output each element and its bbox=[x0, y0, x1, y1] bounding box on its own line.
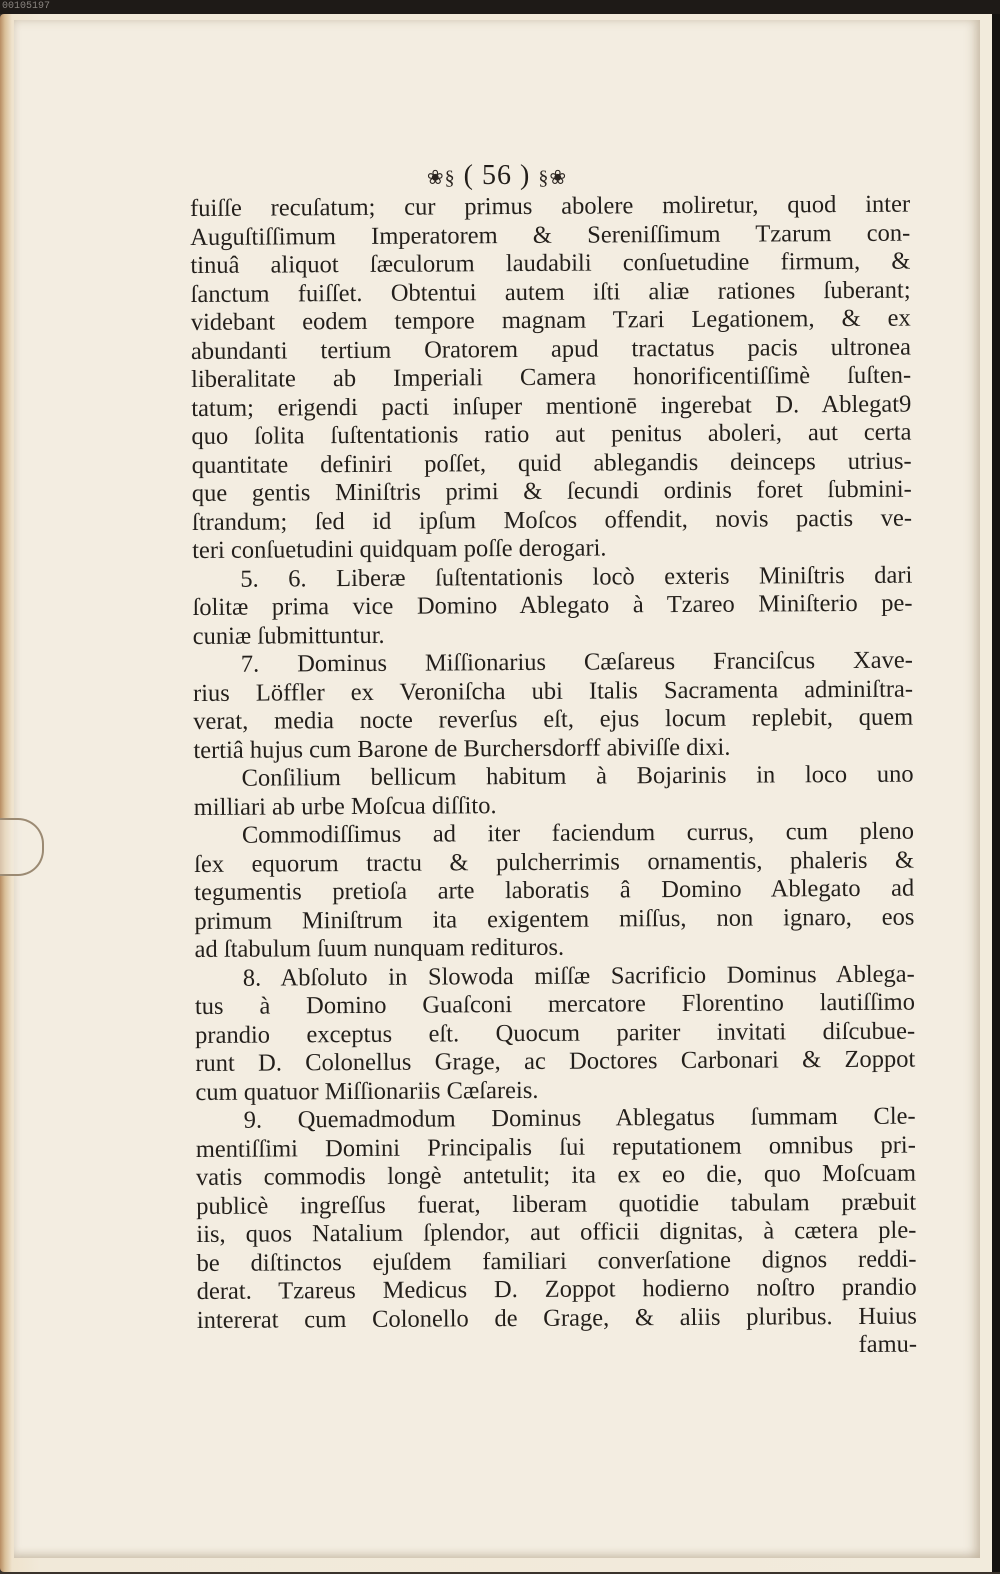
text-line: tertiâ hujus cum Barone de Burchersdorff abiviſſe dixi. bbox=[193, 733, 731, 764]
scan-id: 00105197 bbox=[2, 1, 51, 12]
text-line: tus à Domino Guaſconi mercatore Florentino lautiſſimo bbox=[194, 988, 916, 1020]
text-line: cuniæ ſubmittuntur. bbox=[192, 621, 385, 650]
paragraph-line: 9. Quemadmodum Dominus Ablegatus ſummam Cle- bbox=[243, 1102, 916, 1134]
page-number: ( 56 ) bbox=[463, 160, 531, 191]
text-line: publicè ingreſſus fuerat, liberam quotidie tabulam præbuit bbox=[196, 1188, 917, 1220]
text-line: iis, quos Natalium ſplendor, aut officii dignitas, à cætera ple- bbox=[196, 1216, 917, 1248]
paragraph-line: Commodiſſimus ad iter faciendum currus, cum pleno bbox=[241, 817, 914, 849]
text-line: ſex equorum tractu & pulcherrimis ornamentis, phaleris & bbox=[194, 846, 915, 878]
text-line: quantitate definiri poſſet, quid ablegandis deinceps utrius- bbox=[191, 447, 912, 479]
text-line: primum Miniſtrum ita exigentem miſſus, non ignaro, eos bbox=[194, 903, 915, 935]
text-line: milliari ab urbe Moſcua diſſito. bbox=[193, 791, 497, 821]
page-header bbox=[14, 160, 980, 192]
text-line: rius Löffler ex Veroniſcha ubi Italis Sacramenta adminiſtra- bbox=[192, 675, 914, 707]
text-line: tinuâ aliquot ſæculorum laudabili conſuetudine firmum, & bbox=[190, 247, 911, 279]
text-line: prandio exceptus eſt. Quocum pariter invitati diſcubue- bbox=[195, 1017, 916, 1049]
text-line: abundanti tertium Oratorem apud tractatus pacis ultronea bbox=[190, 333, 912, 365]
page-tab bbox=[0, 818, 44, 876]
ornament-right-icon: §❀ bbox=[538, 167, 568, 190]
text-line: ad ſtabulum ſuum nunquam redituros. bbox=[194, 933, 565, 963]
text-line: Auguſtiſſimum Imperatorem & Sereniſſimum Tzarum con- bbox=[190, 219, 911, 251]
text-line: derat. Tzareus Medicus D. Zoppot hodierno noſtro prandio bbox=[196, 1273, 917, 1305]
text-line: mentiſſimi Domini Principalis ſui reputationem omnibus pri- bbox=[195, 1131, 916, 1163]
text-line: ſanctum fuiſſet. Obtentui autem iſti aliæ rationes ſuberant; bbox=[190, 276, 911, 308]
text-line: videbant eodem tempore magnam Tzari Legationem, & ex bbox=[190, 304, 911, 336]
text-line: tegumentis pretioſa arte laboratis â Domino Ablegato ad bbox=[194, 874, 915, 906]
text-line: fuiſſe recuſatum; cur primus abolere moliretur, quod inter bbox=[190, 190, 911, 222]
scan-id-strip bbox=[0, 0, 1000, 14]
text-line: teri conſuetudini quidquam poſſe derogari. bbox=[192, 534, 607, 564]
text-line: ſolitæ prima vice Domino Ablegato à Tzareo Miniſterio pe- bbox=[192, 589, 913, 621]
text-line: intererat cum Colonello de Grage, & aliis pluribus. Huius bbox=[196, 1302, 917, 1334]
ornament-left-icon: ❀§ bbox=[426, 167, 456, 190]
text-line: runt D. Colonellus Grage, ac Doctores Carbonari & Zoppot bbox=[195, 1045, 916, 1077]
text-line: be diſtinctos ejuſdem familiari converſatione dignos reddi- bbox=[196, 1245, 917, 1277]
page-gutter bbox=[992, 14, 1000, 1572]
paragraph-line: 5. 6. Liberæ ſuſtentationis locò exteris Miniſtris dari bbox=[240, 561, 913, 593]
text-line: cum quatuor Miſſionariis Cæſareis. bbox=[195, 1076, 539, 1106]
text-line: verat, media nocte reverſus eſt, ejus locum replebit, quem bbox=[193, 703, 914, 735]
catchword: famu- bbox=[858, 1330, 918, 1358]
paragraph-line: Conſilium bellicum habitum à Bojarinis in loco uno bbox=[241, 760, 914, 792]
text-line: vatis commodis longè antetulit; ita ex eo die, quo Moſcuam bbox=[195, 1159, 917, 1191]
text-line: ſtrandum; ſed id ipſum Moſcos offendit, novis pactis ve- bbox=[191, 504, 913, 536]
text-line: quo ſolita ſuſtentationis ratio aut penitus aboleri, aut certa bbox=[191, 418, 912, 450]
text-line: liberalitate ab Imperiali Camera honorificentiſſimè ſuſten- bbox=[191, 361, 912, 393]
paragraph-line: 7. Dominus Miſſionarius Cæſareus Franciſcus Xave- bbox=[240, 646, 913, 678]
paragraph-line: 8. Abſoluto in Slowoda miſſæ Sacrificio Dominus Ablega- bbox=[242, 960, 915, 992]
text-line: tatum; erigendi pacti inſuper mentionē ingerebat D. Ablegat9 bbox=[191, 390, 912, 422]
text-line: que gentis Miniſtris primi & ſecundi ordinis foret ſubmini- bbox=[191, 475, 912, 507]
body-text bbox=[190, 191, 917, 1364]
